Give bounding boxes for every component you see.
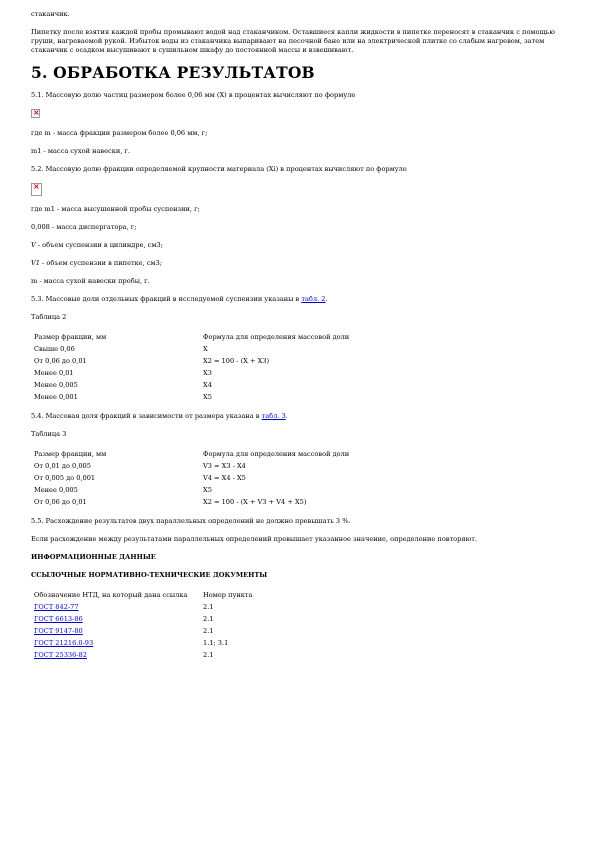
table-cell: От 0,005 до 0,001 (34, 474, 96, 482)
para-5-1-m1: m1 - масса сухой навески, г. (31, 147, 130, 155)
formula-image-1 (31, 109, 567, 129)
table-3-caption: Таблица 3 (31, 430, 67, 438)
para-5-3-end: . (325, 295, 328, 303)
table-cell: X2 = 100 - (X + V3 + V4 + X5) (203, 498, 307, 506)
ref-link[interactable]: ГОСТ 9147-80 (34, 627, 83, 635)
table-cell (31, 637, 203, 649)
table-header-row (31, 448, 423, 460)
ref-link[interactable]: ГОСТ 842-77 (34, 603, 79, 611)
table-cell (31, 613, 203, 625)
table-header-cell: Формула для определения массовой доли (203, 333, 350, 341)
para-5-2-v1-text: - объем суспензии в пипетке, см3; (39, 259, 163, 267)
table-cell: 2.1 (203, 615, 214, 623)
formula-image-2 (31, 183, 567, 205)
table-header-cell: Номер пункта (203, 591, 253, 599)
table-cell: От 0,06 до 0,01 (34, 498, 87, 506)
table-3 (31, 448, 423, 508)
table-cell: От 0,01 до 0,005 (34, 462, 91, 470)
table-cell: X5 (203, 393, 212, 401)
broken-image-icon (31, 183, 42, 196)
document-page (31, 10, 567, 670)
table-cell: Менее 0,005 (34, 381, 78, 389)
refs-table (31, 589, 303, 661)
para-5-4 (31, 412, 567, 421)
intro-paragraph: Пипетку после взятия каждой пробы промывают водой над стаканчиком. Оставшиеся капли жидкости в пипетке переносят в стаканчик с помощью груши, нагреваемой рукой. Избыток воды из стаканчика выпаривают на песочной бане или на электрической плитке со слабым нагревом, затем стаканчик с осадком высушивают в сушильном шкафу до постоянной массы и взвешивают. (31, 28, 555, 54)
table-2 (31, 331, 423, 403)
para-5-5: 5.5. Расхождение результатов двух параллельных определений не должно превышать 3 %. (31, 517, 351, 525)
para-5-3 (31, 295, 567, 304)
table-row (31, 637, 303, 649)
ref-link[interactable]: ГОСТ 25336-82 (34, 651, 87, 659)
para-5-2-v-text: - объем суспензии в цилиндре, см3; (35, 241, 163, 249)
table-cell (31, 625, 203, 637)
section-title: 5. ОБРАБОТКА РЕЗУЛЬТАТОВ (31, 63, 315, 82)
refs-title: ССЫЛОЧНЫЕ НОРМАТИВНО-ТЕХНИЧЕСКИЕ ДОКУМЕНТЫ (31, 571, 268, 579)
table-header-cell: Размер фракции, мм (34, 450, 107, 458)
para-5-2: 5.2. Массовую долю фракции определяемой крупности материала (Xi) в процентах вычисляют по формуле (31, 165, 407, 173)
para-5-2-v1 (31, 259, 567, 268)
table-row (31, 472, 423, 484)
table-cell: X4 (203, 381, 212, 389)
table-cell: От 0,06 до 0,01 (34, 357, 87, 365)
table-cell: V4 = X4 - X5 (203, 474, 246, 482)
table-cell: X (203, 345, 208, 353)
para-5-2-v (31, 241, 567, 250)
table-header-cell: Формула для определения массовой доли (203, 450, 350, 458)
table-row (31, 343, 423, 355)
broken-image-icon (31, 109, 40, 118)
table-cell: Менее 0,01 (34, 369, 74, 377)
table-row (31, 625, 303, 637)
table-row (31, 355, 423, 367)
para-5-2-where: где m1 - масса высушенной пробы суспензии, г; (31, 205, 200, 213)
table-row (31, 379, 423, 391)
table-row (31, 496, 423, 508)
symbol-v: V (31, 241, 36, 249)
table-cell (31, 649, 203, 661)
table-cell: 2.1 (203, 651, 214, 659)
intro-tail: стаканчик. (31, 10, 70, 18)
para-5-1: 5.1. Массовую долю частиц размером более 0,06 мм (X) в процентах вычисляют по формуле (31, 91, 356, 99)
table-cell: X2 = 100 - (X + X3) (203, 357, 270, 365)
table-header-cell: Обозначение НТД, на который дана ссылка (34, 591, 188, 599)
table-cell: X3 (203, 369, 212, 377)
table-cell: 2.1 (203, 603, 214, 611)
table-2-caption: Таблица 2 (31, 313, 67, 321)
para-5-2-0008: 0,008 - масса диспергатора, г; (31, 223, 137, 231)
para-5-5-second: Если расхождение между результатами параллельных определений превышает указанное значение, определение повторяют. (31, 535, 477, 543)
para-5-4-end: . (285, 412, 288, 420)
table-cell: 2.1 (203, 627, 214, 635)
table-row (31, 484, 423, 496)
para-5-4-text: 5.4. Массовая доля фракций в зависимости от размера указана в (31, 412, 262, 420)
para-5-1-where: где m - масса фракции размером более 0,06 мм, г; (31, 129, 208, 137)
table-cell: Менее 0,001 (34, 393, 78, 401)
table-cell: 1.1; 3.1 (203, 639, 229, 647)
ref-link[interactable]: ГОСТ 6613-86 (34, 615, 83, 623)
info-title: ИНФОРМАЦИОННЫЕ ДАННЫЕ (31, 553, 156, 561)
table-cell (31, 601, 203, 613)
para-5-2-m: m - масса сухой навески пробы, г. (31, 277, 150, 285)
table-row (31, 460, 423, 472)
ref-link[interactable]: ГОСТ 21216.0-93 (34, 639, 94, 647)
table-cell: X5 (203, 486, 212, 494)
table-header-row (31, 589, 303, 601)
table-row (31, 601, 303, 613)
table-cell: Свыше 0,06 (34, 345, 75, 353)
table-row (31, 613, 303, 625)
table-cell: Менее 0,005 (34, 486, 78, 494)
link-table-3[interactable]: табл. 3 (261, 412, 286, 420)
table-header-row (31, 331, 423, 343)
table-row (31, 649, 303, 661)
table-row (31, 391, 423, 403)
symbol-v1: V1 (31, 259, 40, 267)
table-row (31, 367, 423, 379)
table-cell: V3 = X3 - X4 (203, 462, 246, 470)
para-5-3-text: 5.3. Массовые доли отдельных фракций в исследуемой суспензии указаны в (31, 295, 302, 303)
link-table-2[interactable]: табл. 2 (301, 295, 326, 303)
table-header-cell: Размер фракции, мм (34, 333, 107, 341)
